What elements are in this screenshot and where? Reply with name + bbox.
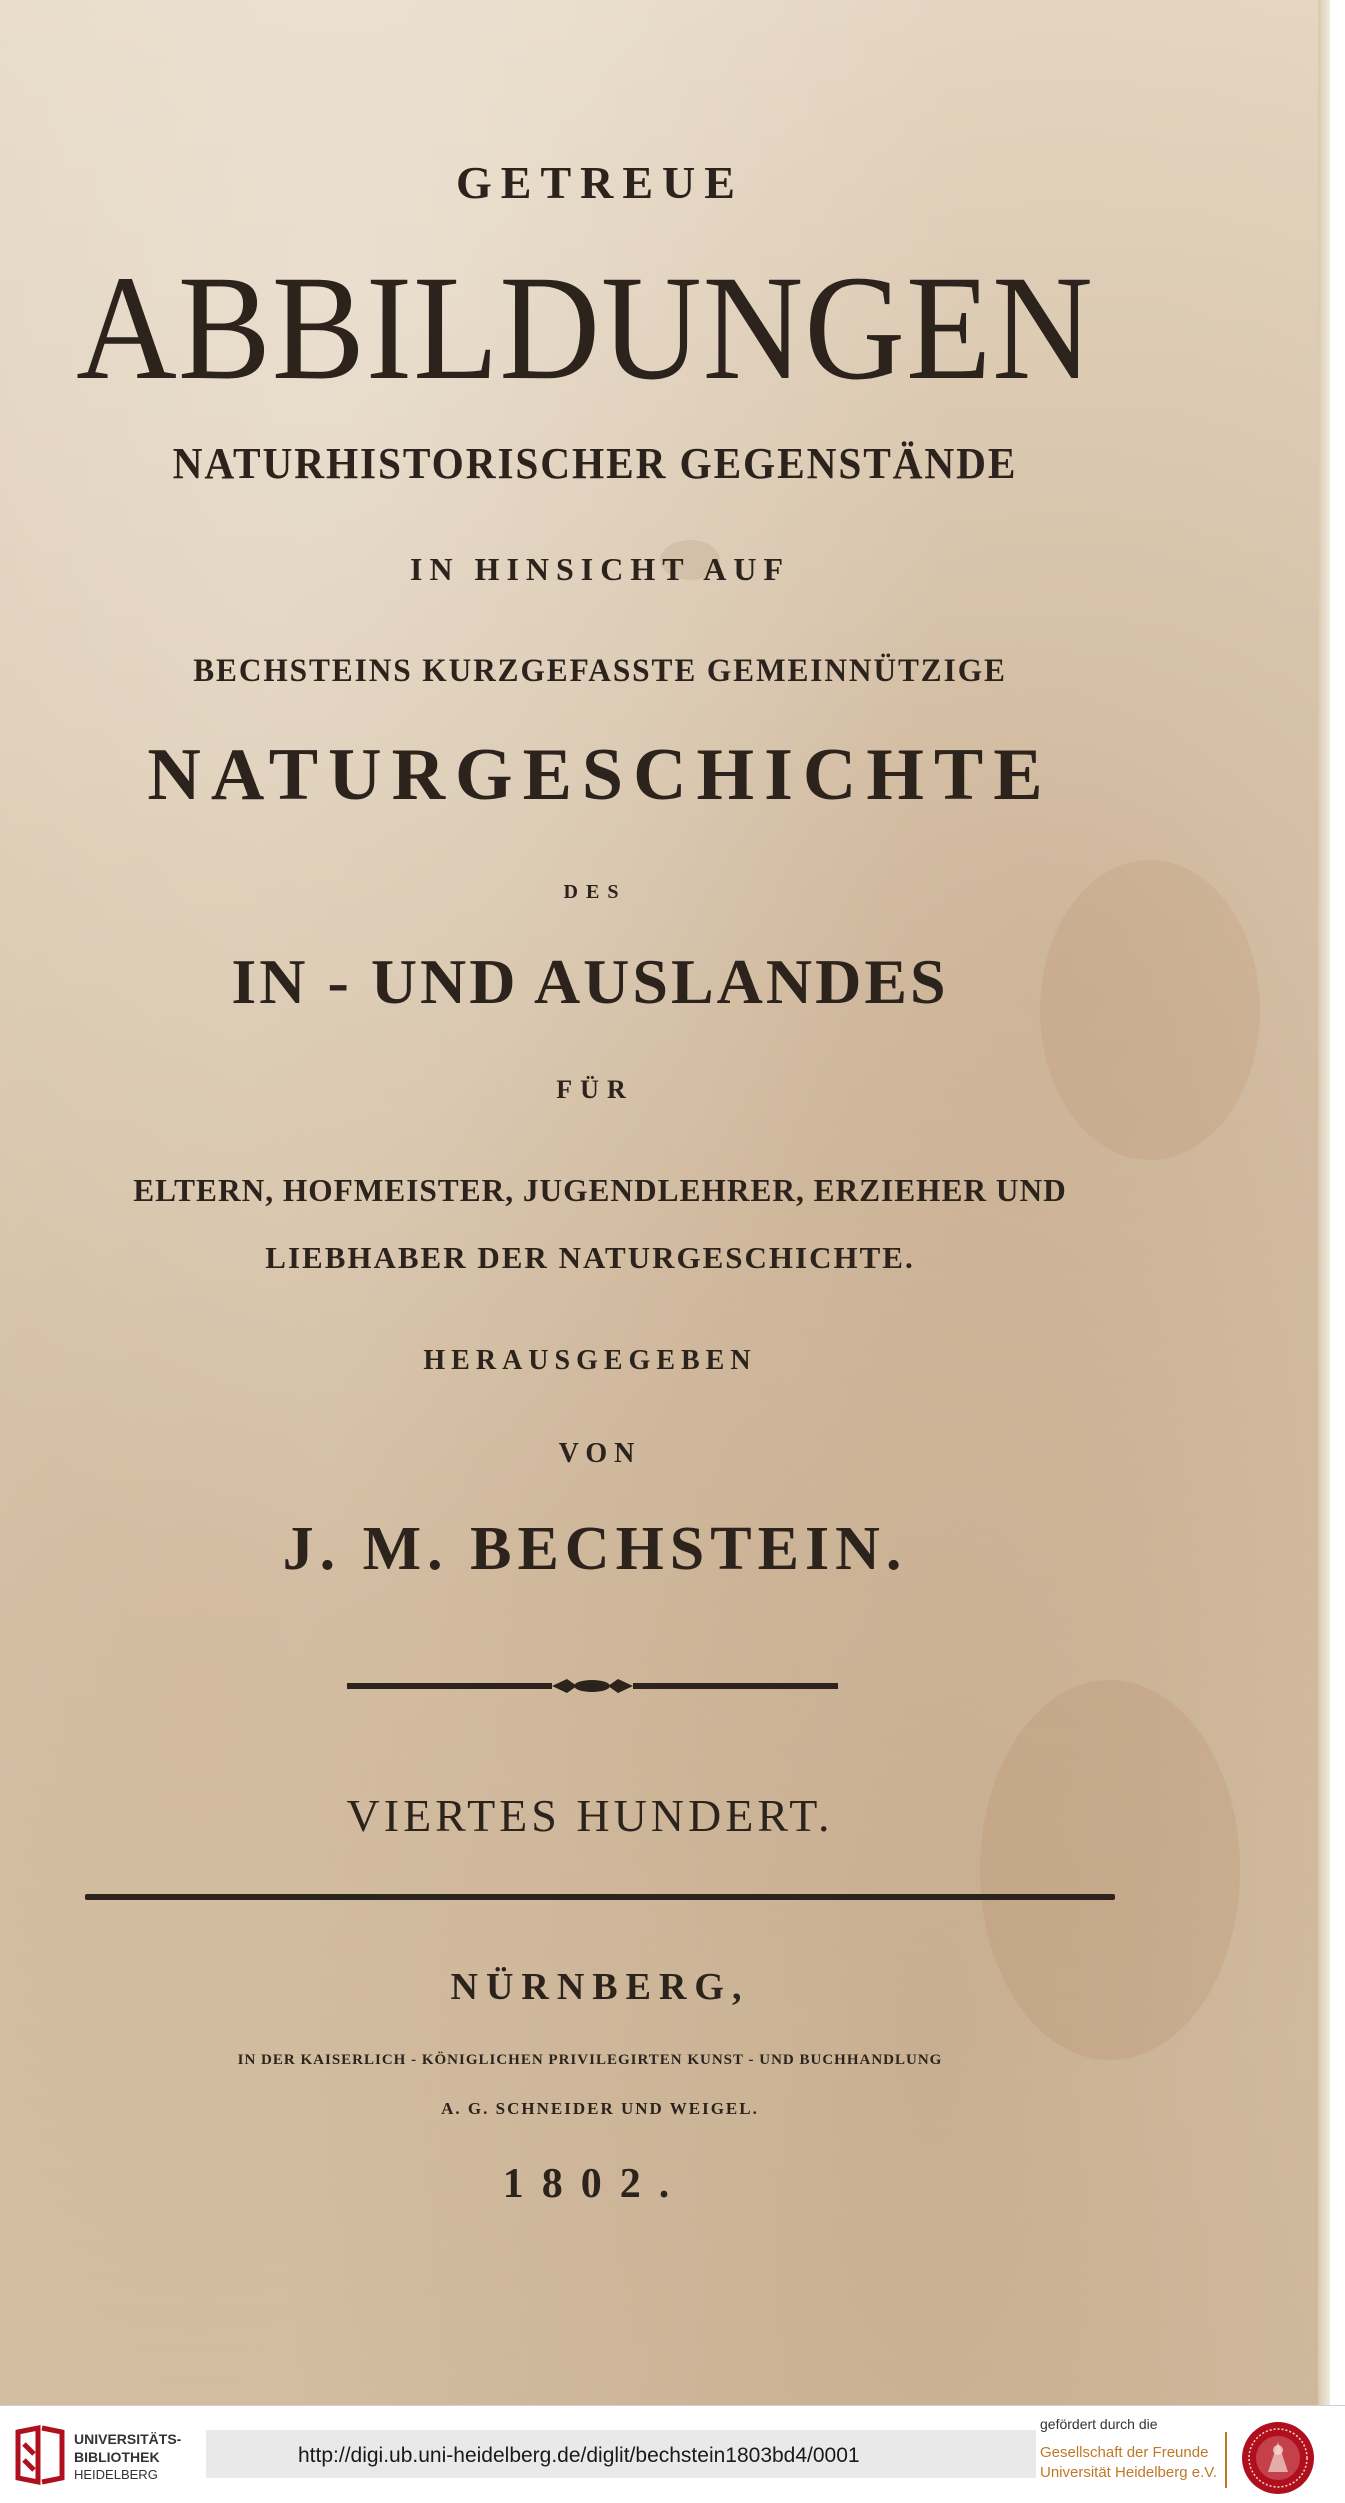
permalink-url[interactable]: http://digi.ub.uni-heidelberg.de/diglit/bechstein1803bd4/0001 xyxy=(298,2444,860,2467)
author-name: J. M. BECHSTEIN. xyxy=(282,1515,908,1583)
title-getreue: GETREUE xyxy=(456,157,744,208)
library-footer-bar xyxy=(0,2405,1345,2503)
vertical-divider xyxy=(1225,2432,1227,2488)
title-in-hinsicht-auf: IN HINSICHT AUF xyxy=(409,551,791,587)
title-liebhaber: LIEBHABER DER NATURGESCHICHTE. xyxy=(265,1240,915,1275)
imprint-publisher-1: IN DER KAISERLICH - KÖNIGLICHEN PRIVILEGIRTEN KUNST - UND BUCHHANDLUNG xyxy=(237,2052,943,2068)
sponsor-label: gefördert durch die xyxy=(1040,2416,1158,2432)
scan-edge xyxy=(1318,0,1330,2405)
title-naturhistorischer: NATURHISTORISCHER GEGENSTÄNDE xyxy=(172,439,1018,488)
sponsor-name-line-1[interactable]: Gesellschaft der Freunde xyxy=(1040,2444,1209,2461)
title-abbildungen: ABBILDUNGEN xyxy=(76,245,1094,411)
imprint-publisher-2: A. G. SCHNEIDER UND WEIGEL. xyxy=(441,2099,759,2118)
permalink-bar xyxy=(206,2430,1036,2478)
horizontal-rule xyxy=(85,1894,1115,1900)
university-library-logo-icon[interactable] xyxy=(12,2424,68,2486)
title-des: DES xyxy=(563,881,627,903)
ornamental-rule xyxy=(345,1673,840,1699)
title-naturgeschichte: NATURGESCHICHTE xyxy=(147,734,1053,816)
title-audience: ELTERN, HOFMEISTER, JUGENDLEHRER, ERZIEHER UND xyxy=(133,1172,1067,1208)
library-name-line-3: HEIDELBERG xyxy=(74,2467,158,2482)
title-von: VON xyxy=(558,1438,642,1469)
title-herausgegeben: HERAUSGEGEBEN xyxy=(423,1345,757,1376)
university-seal-icon[interactable] xyxy=(1240,2420,1316,2496)
imprint-place: NÜRNBERG, xyxy=(450,1966,750,2008)
sponsor-name-line-2[interactable]: Universität Heidelberg e.V. xyxy=(1040,2464,1218,2481)
title-in-und-auslandes: IN - UND AUSLANDES xyxy=(231,946,949,1017)
volume-label: VIERTES HUNDERT. xyxy=(346,1790,834,1841)
imprint-year: 1802. xyxy=(502,2161,688,2207)
title-fuer: FÜR xyxy=(556,1075,634,1104)
title-bechsteins: BECHSTEINS KURZGEFASSTE GEMEINNÜTZIGE xyxy=(193,653,1007,689)
library-name-line-1: UNIVERSITÄTS- xyxy=(74,2431,182,2447)
library-name-line-2: BIBLIOTHEK xyxy=(74,2449,160,2465)
